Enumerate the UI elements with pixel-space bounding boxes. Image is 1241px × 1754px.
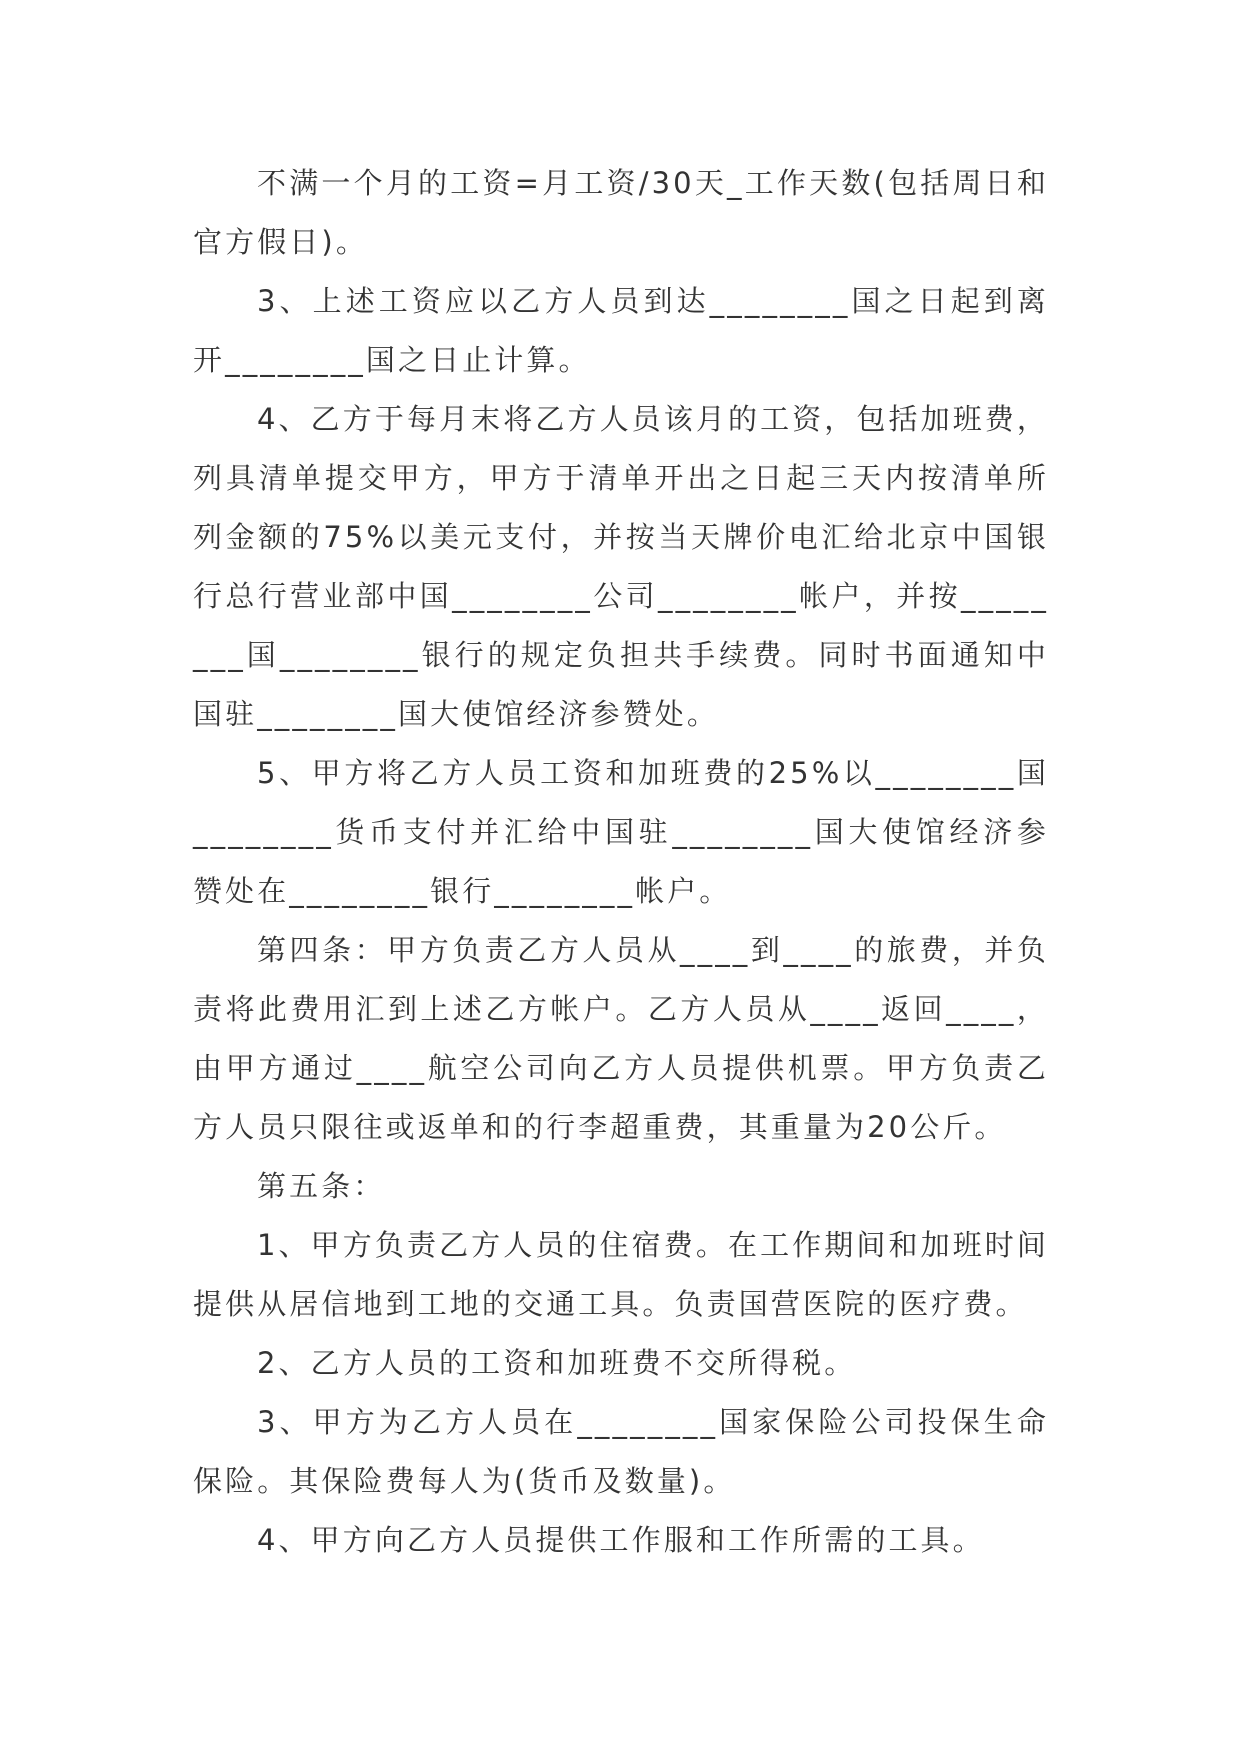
paragraph-salary-partial-month: 不满一个月的工资=月工资/30天_工作天数(包括周日和官方假日)。 xyxy=(193,166,1049,259)
paragraph-article-4-travel: 第四条：甲方负责乙方人员从____到____的旅费，并负责将此费用汇到上述乙方帐户。乙方人员从____返回____，由甲方通过____航空公司向乙方人员提供机票。甲方负责乙方人员只限往或返单和的行李超重费，其重量为20公斤。 xyxy=(193,933,1049,1144)
paragraph-item-4-payment: 4、乙方于每月末将乙方人员该月的工资，包括加班费，列具清单提交甲方，甲方于清单开出之日起三天内按清单所列金额的75%以美元支付，并按当天牌价电汇给北京中国银行总行营业部中国________公司________帐户，并按________国________银行的规定负担共手续费。同时书面通知中国驻________国大使馆经济参赞处。 xyxy=(193,402,1049,731)
paragraph-article-5-item-4: 4、甲方向乙方人员提供工作服和工作所需的工具。 xyxy=(257,1523,985,1557)
paragraph-article-5-item-3: 3、甲方为乙方人员在________国家保险公司投保生命保险。其保险费每人为(货币及数量)。 xyxy=(193,1405,1049,1498)
paragraph-item-5-local-currency: 5、甲方将乙方人员工资和加班费的25%以________国________货币支付并汇给中国驻________国大使馆经济参赞处在________银行________帐户。 xyxy=(193,756,1049,908)
paragraph-article-5-heading: 第五条： xyxy=(257,1169,386,1203)
document-page xyxy=(193,154,1049,1570)
paragraph-item-3-salary-period: 3、上述工资应以乙方人员到达________国之日起到离开________国之日止计算。 xyxy=(193,284,1049,377)
paragraph-article-5-item-1: 1、甲方负责乙方人员的住宿费。在工作期间和加班时间提供从居信地到工地的交通工具。负责国营医院的医疗费。 xyxy=(193,1228,1049,1321)
paragraph-article-5-item-2: 2、乙方人员的工资和加班费不交所得税。 xyxy=(257,1346,857,1380)
